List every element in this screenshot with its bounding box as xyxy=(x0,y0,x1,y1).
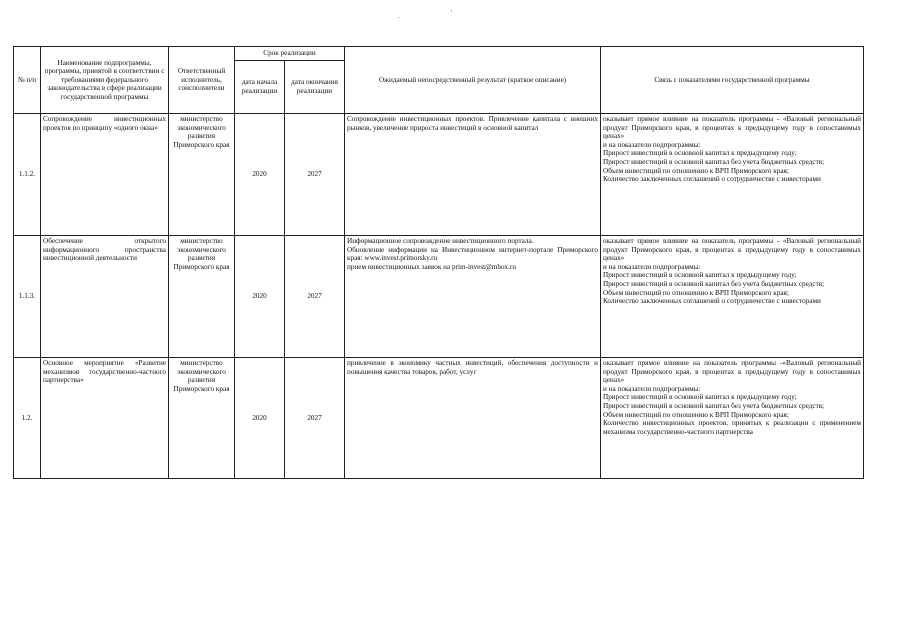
link-line: Объем инвестиций по отношению к ВРП Приморского края; xyxy=(603,288,789,297)
row-start: 2020 xyxy=(235,114,285,236)
link-line: оказывает прямое влияние на показатель программы -«Валовый региональный продукт Приморского края, в процентах к предыдущему году в сопоставимых ценах» xyxy=(603,359,861,385)
link-line: Прирост инвестиций в основной капитал к предыдущему году; xyxy=(603,149,797,158)
result-line: прием инвестиционных заявок на prim-invest@mbox.ru xyxy=(347,262,516,271)
header-link: Связь с показателями государственной программы xyxy=(601,47,864,114)
row-number: 1.1.2. xyxy=(14,114,41,236)
row-end: 2027 xyxy=(285,114,345,236)
link-line: Объем инвестиций по отношению к ВРП Приморского края; xyxy=(603,410,789,419)
link-line: и на показатели подпрограммы: xyxy=(603,384,701,393)
link-line: Количество инвестиционных проектов, принятых к реализации с применением механизма государственно-частного партнерства xyxy=(603,419,861,436)
header-start: дата начала реализации xyxy=(235,61,285,114)
row-result: Сопровождение инвестиционных проектов. Привлечение капитала с внешних рынков, увеличение прироста инвестиций в основной капитал xyxy=(345,114,601,236)
header-num: № п/п xyxy=(14,47,41,114)
table-row xyxy=(14,358,864,479)
result-line: Обновление информации на Инвестиционном интернет-портале Приморского края: www.invest.primorsky.ru xyxy=(347,245,598,263)
row-start: 2020 xyxy=(235,358,285,479)
row-start: 2020 xyxy=(235,236,285,358)
row-link xyxy=(601,358,864,479)
table-row xyxy=(14,236,864,358)
row-link xyxy=(601,114,864,236)
scan-tick-mark: ' xyxy=(451,9,453,17)
link-line: Прирост инвестиций в основной капитал к предыдущему году; xyxy=(603,393,797,402)
row-responsible: министерство экономического развития Приморского края xyxy=(169,236,235,358)
row-responsible: министерство экономического развития Приморского края xyxy=(169,114,235,236)
row-link xyxy=(601,236,864,358)
link-line: и на показатели подпрограммы: xyxy=(603,262,701,271)
scan-dot-mark: . xyxy=(398,12,400,20)
row-name: Сопровождение инвестиционных проектов по принципу «одного окна» xyxy=(41,114,169,236)
row-end: 2027 xyxy=(285,236,345,358)
header-period: Срок реализации xyxy=(235,47,345,61)
link-line: Прирост инвестиций в основной капитал к предыдущему году; xyxy=(603,271,797,280)
header-end: дата окончания реализации xyxy=(285,61,345,114)
header-name: Наименование подпрограммы, программы, принятой в соответствии с требованиями федерального законодательства в сфере реализации государственной программы xyxy=(41,47,169,114)
link-line: оказывает прямое влияние на показатель программы - «Валовый региональный продукт Приморского края, в процентах к предыдущему году в сопоставимых ценах» xyxy=(603,115,861,141)
row-end: 2027 xyxy=(285,358,345,479)
link-line: оказывает прямое влияние на показатель программы - «Валовый региональный продукт Приморского края, в процентах к предыдущему году в сопоставимых ценах» xyxy=(603,237,861,263)
header-result: Ожидаемый непосредственный результат (краткое описание) xyxy=(345,47,601,114)
row-responsible: министерство экономического развития Приморского края xyxy=(169,358,235,479)
link-line: Прирост инвестиций в основной капитал без учета бюджетных средств; xyxy=(603,279,825,288)
row-number: 1.2. xyxy=(14,358,41,479)
row-result: привлечение в экономику частных инвестиций, обеспечения доступности и повышения качества товаров, работ, услуг xyxy=(345,358,601,479)
row-result xyxy=(345,236,601,358)
link-line: Прирост инвестиций в основной капитал без учета бюджетных средств; xyxy=(603,401,825,410)
program-table xyxy=(13,46,864,479)
row-name: Основное мероприятие «Развитие механизмов государственно-частного партнерства» xyxy=(41,358,169,479)
link-line: Прирост инвестиций в основной капитал без учета бюджетных средств; xyxy=(603,157,825,166)
result-line: Информационное сопровождение инвестиционного портала. xyxy=(347,237,534,245)
header-row-top xyxy=(14,47,864,61)
link-line: Количество заключенных соглашений о сотрудничестве с инвесторами xyxy=(603,175,821,184)
row-number: 1.1.3. xyxy=(14,236,41,358)
row-name: Обеспечение открытого информационного пространства инвестиционной деятельности xyxy=(41,236,169,358)
table-row xyxy=(14,114,864,236)
header-responsible: Ответственный исполнитель, соисполнители xyxy=(169,47,235,114)
link-line: Количество заключенных соглашений о сотрудничестве с инвесторами xyxy=(603,297,821,306)
link-line: Объем инвестиций по отношению к ВРП Приморского края; xyxy=(603,166,789,175)
link-line: и на показатели подпрограммы: xyxy=(603,140,701,149)
